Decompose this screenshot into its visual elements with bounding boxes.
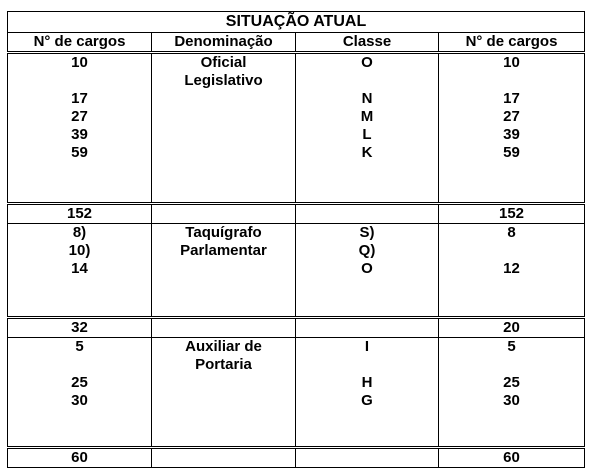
- group1-total-row: [8, 204, 585, 224]
- empty-cell: [296, 448, 439, 468]
- group2-total-row: [8, 318, 585, 338]
- value-cell: 5: [75, 338, 84, 355]
- denominacao-line: Auxiliar de: [185, 338, 262, 355]
- empty-cell: [296, 204, 439, 224]
- value-cell: 59: [71, 144, 88, 161]
- value-cell: 30: [503, 392, 520, 409]
- group3-classe: [296, 338, 439, 448]
- group1-num-cargos-left: [8, 53, 152, 204]
- group3-denominacao: [152, 338, 296, 448]
- classe-cell: S): [359, 224, 375, 241]
- situacao-atual-table: [7, 11, 585, 468]
- group-oficial-legislativo: [8, 53, 585, 204]
- group2-total-right: 20: [439, 318, 585, 338]
- value-cell: [8, 72, 151, 90]
- value-cell: 12: [503, 260, 520, 277]
- value-cell: [8, 356, 151, 374]
- classe-cell: K: [361, 144, 373, 161]
- header-num-cargos-left: N° de cargos: [8, 33, 152, 53]
- group3-total-left: 60: [8, 448, 152, 468]
- value-cell: 30: [71, 392, 88, 409]
- value-cell: 10: [503, 54, 520, 71]
- group2-num-cargos-right: [439, 224, 585, 318]
- classe-cell: [296, 72, 438, 90]
- header-denominacao: Denominação: [152, 33, 296, 53]
- group1-denominacao: [152, 53, 296, 204]
- value-cell: [439, 242, 584, 260]
- situacao-atual-table-wrapper: [7, 11, 585, 468]
- classe-cell: O: [361, 54, 373, 71]
- value-cell: 27: [503, 108, 520, 125]
- table-title: SITUAÇÃO ATUAL: [8, 12, 585, 33]
- value-cell: 14: [71, 260, 88, 277]
- group1-total-right: 152: [439, 204, 585, 224]
- value-cell: [439, 72, 584, 90]
- group1-num-cargos-right: [439, 53, 585, 204]
- classe-cell: G: [361, 392, 373, 409]
- empty-cell: [296, 318, 439, 338]
- group-auxiliar-de-portaria: [8, 338, 585, 448]
- value-cell: 17: [71, 90, 88, 107]
- group2-num-cargos-left: [8, 224, 152, 318]
- value-cell: 25: [503, 374, 520, 391]
- denominacao-line: Oficial: [200, 54, 247, 71]
- header-num-cargos-right: N° de cargos: [439, 33, 585, 53]
- denominacao-line: Portaria: [195, 356, 252, 373]
- group1-classe: [296, 53, 439, 204]
- classe-cell: O: [361, 260, 373, 277]
- group2-denominacao: [152, 224, 296, 318]
- classe-cell: H: [361, 374, 373, 391]
- value-cell: 39: [503, 126, 520, 143]
- classe-cell: [296, 356, 438, 374]
- value-cell: 17: [503, 90, 520, 107]
- value-cell: 27: [71, 108, 88, 125]
- value-cell: 8): [72, 224, 87, 241]
- classe-cell: N: [361, 90, 373, 107]
- group2-classe: [296, 224, 439, 318]
- classe-cell: I: [364, 338, 370, 355]
- group-taquigrafo-parlamentar: [8, 224, 585, 318]
- denominacao-line: Taquígrafo: [185, 224, 262, 241]
- value-cell: 39: [71, 126, 88, 143]
- header-classe: Classe: [296, 33, 439, 53]
- group2-total-left: 32: [8, 318, 152, 338]
- group3-total-right: 60: [439, 448, 585, 468]
- group3-num-cargos-right: [439, 338, 585, 448]
- group3-total-row: [8, 448, 585, 468]
- denominacao-line: Parlamentar: [180, 242, 267, 259]
- value-cell: 10): [68, 242, 91, 259]
- group1-total-left: 152: [8, 204, 152, 224]
- value-cell: 5: [507, 338, 516, 355]
- value-cell: 10: [71, 54, 88, 71]
- value-cell: 25: [71, 374, 88, 391]
- value-cell: [439, 356, 584, 374]
- classe-cell: Q): [358, 242, 376, 259]
- empty-cell: [152, 318, 296, 338]
- empty-cell: [152, 448, 296, 468]
- classe-cell: L: [362, 126, 372, 143]
- value-cell: 59: [503, 144, 520, 161]
- group3-num-cargos-left: [8, 338, 152, 448]
- denominacao-line: Legislativo: [184, 72, 263, 89]
- value-cell: 8: [507, 224, 516, 241]
- empty-cell: [152, 204, 296, 224]
- classe-cell: M: [360, 108, 374, 125]
